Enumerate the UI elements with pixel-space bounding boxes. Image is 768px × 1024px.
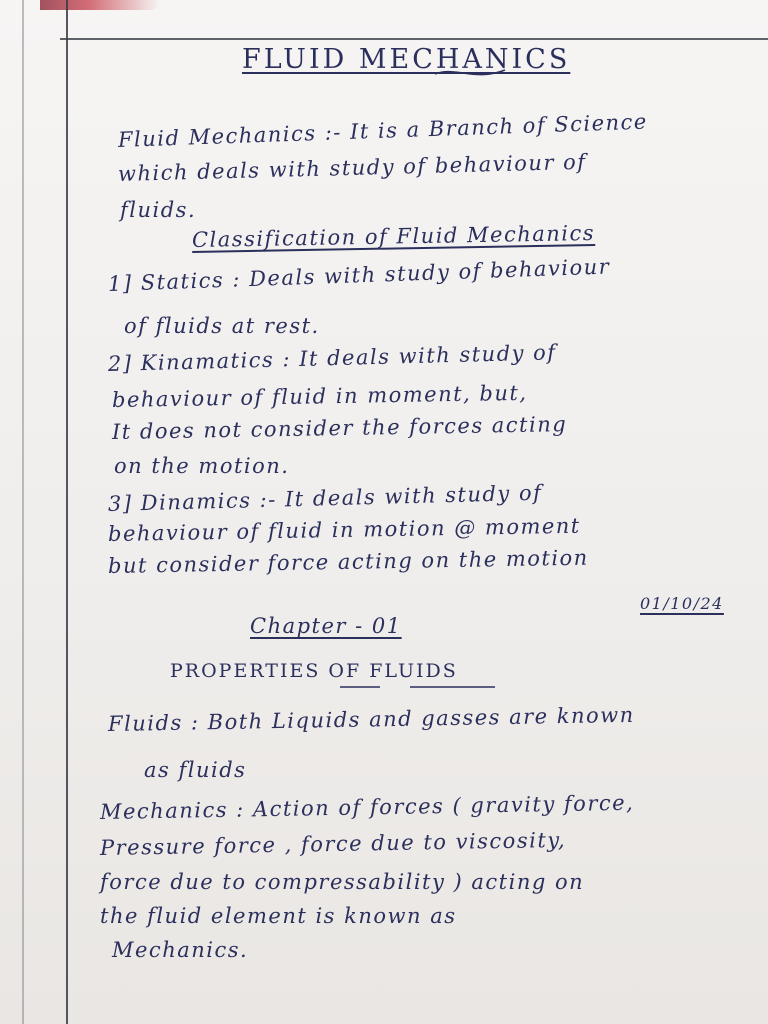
kinematics-line-1: 2] Kinamatics : It deals with study of <box>107 340 557 376</box>
kinematics-line-4: on the motion. <box>114 454 290 478</box>
statics-line-2: of fluids at rest. <box>124 314 320 338</box>
mechanics-definition-line-5: Mechanics. <box>112 938 249 962</box>
fluids-definition-line-1: Fluids : Both Liquids and gasses are known <box>107 702 635 736</box>
page-binding-edge <box>22 0 24 1024</box>
kinematics-line-3: It does not consider the forces acting <box>111 412 568 444</box>
chapter-title-underline <box>340 682 500 692</box>
chapter-title: PROPERTIES OF FLUIDS <box>170 660 458 682</box>
classification-heading: Classification of Fluid Mechanics <box>191 220 596 252</box>
fluids-definition-line-2: as fluids <box>144 758 247 782</box>
mechanics-definition-line-1: Mechanics : Action of forces ( gravity force, <box>99 790 635 824</box>
statics-line-1: 1] Statics : Deals with study of behaviour <box>107 254 611 296</box>
mechanics-definition-line-3: force due to compressability ) acting on <box>100 870 585 894</box>
intro-line-2: which deals with study of behaviour of <box>117 149 587 186</box>
chapter-label: Chapter - 01 <box>250 614 402 638</box>
mechanics-definition-line-4: the fluid element is known as <box>100 904 457 928</box>
top-rule-line <box>60 38 768 40</box>
page-corner-decoration <box>40 0 160 10</box>
entry-date: 01/10/24 <box>640 594 724 613</box>
dynamics-line-2: behaviour of fluid in motion @ moment <box>107 513 581 546</box>
intro-line-3: fluids. <box>120 198 197 222</box>
intro-line-1: Fluid Mechanics :- It is a Branch of Science <box>117 109 649 152</box>
dynamics-line-1: 3] Dinamics :- It deals with study of <box>107 480 543 516</box>
margin-line <box>66 0 68 1024</box>
title-squiggle <box>430 62 510 82</box>
mechanics-definition-line-2: Pressure force , force due to viscosity, <box>99 827 567 860</box>
dynamics-line-3: but consider force acting on the motion <box>107 545 589 578</box>
page-title: FLUID MECHANICS <box>242 44 571 75</box>
kinematics-line-2: behaviour of fluid in moment, but, <box>111 380 528 412</box>
